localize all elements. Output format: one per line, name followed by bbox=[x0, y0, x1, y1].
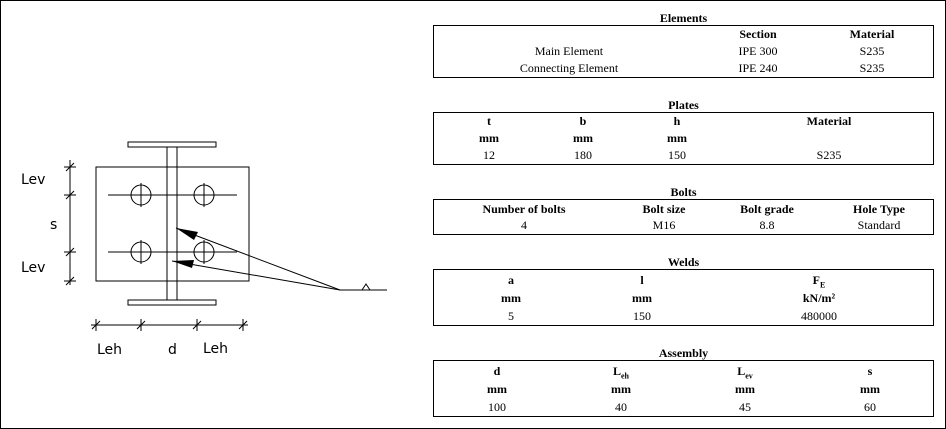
unit-fe: kN/m² bbox=[802, 291, 836, 305]
unit-b: mm bbox=[573, 131, 593, 145]
header-d: d bbox=[493, 364, 501, 378]
header-lev: $L_{ev}$ bbox=[737, 364, 753, 381]
value-s: 60 bbox=[864, 400, 876, 414]
label-lev-bottom: Lev bbox=[21, 260, 46, 276]
label-leh-right: Leh bbox=[203, 341, 229, 357]
header-t: t bbox=[487, 114, 491, 128]
unit-h: mm bbox=[667, 131, 687, 145]
header-l: l bbox=[640, 273, 644, 287]
bolts-title: Bolts bbox=[670, 185, 697, 199]
header-material: Material bbox=[806, 114, 852, 128]
value-number-of-bolts: 4 bbox=[521, 218, 527, 232]
assembly-title: Assembly bbox=[658, 346, 709, 360]
welds-title: Welds bbox=[667, 255, 700, 269]
unit-lev: mm bbox=[735, 382, 755, 396]
header-b: b bbox=[579, 114, 587, 128]
bolts-table bbox=[433, 199, 934, 235]
value-hole-type: Standard bbox=[857, 218, 901, 232]
value-material: S235 bbox=[816, 148, 842, 162]
label-d: d bbox=[168, 342, 177, 358]
row-name: Connecting Element bbox=[519, 61, 619, 75]
label-leh-left: Leh bbox=[97, 342, 123, 358]
value-l: 150 bbox=[633, 309, 651, 323]
header-leh: $L_{eh}$ bbox=[612, 364, 629, 381]
beam-web bbox=[167, 147, 177, 300]
value-lev: 45 bbox=[739, 400, 751, 414]
plates-title: Plates bbox=[668, 98, 699, 112]
header-material: Material bbox=[849, 27, 895, 41]
value-b: 180 bbox=[574, 148, 592, 162]
unit-l: mm bbox=[632, 291, 652, 305]
top-flange bbox=[128, 142, 216, 147]
header-section: Section bbox=[739, 27, 777, 41]
elements-title: Elements bbox=[659, 11, 708, 25]
header-hole-type: Hole Type bbox=[853, 202, 905, 216]
unit-a: mm bbox=[501, 291, 521, 305]
row-name: Main Element bbox=[534, 44, 604, 58]
label-s: s bbox=[50, 217, 58, 233]
unit-d: mm bbox=[487, 382, 507, 396]
header-h: h bbox=[673, 114, 681, 128]
header-number-of-bolts: Number of bolts bbox=[482, 202, 566, 216]
header-s: s bbox=[867, 364, 873, 378]
value-bolt-grade: 8.8 bbox=[759, 218, 775, 232]
plates-table bbox=[433, 112, 934, 165]
value-h: 150 bbox=[668, 148, 686, 162]
elements-table bbox=[433, 25, 934, 78]
unit-s: mm bbox=[860, 382, 880, 396]
connection-diagram bbox=[0, 0, 420, 429]
bottom-flange bbox=[128, 300, 216, 305]
row-section: IPE 300 bbox=[738, 44, 778, 58]
value-a: 5 bbox=[508, 309, 514, 323]
value-fe: 480000 bbox=[801, 309, 837, 323]
unit-t: mm bbox=[479, 131, 499, 145]
value-d: 100 bbox=[488, 400, 506, 414]
label-lev-top: Lev bbox=[21, 172, 46, 188]
vertical-dimension bbox=[64, 160, 76, 285]
header-fe: $F_E$ bbox=[812, 273, 826, 290]
row-material: S235 bbox=[859, 61, 885, 75]
row-section: IPE 240 bbox=[738, 61, 778, 75]
unit-leh: mm bbox=[611, 382, 631, 396]
header-a: a bbox=[508, 273, 514, 287]
header-bolt-size: Bolt size bbox=[642, 202, 686, 216]
horizontal-dimension bbox=[91, 319, 248, 331]
welds-table bbox=[433, 269, 934, 326]
value-leh: 40 bbox=[615, 400, 627, 414]
header-bolt-grade: Bolt grade bbox=[740, 202, 794, 216]
assembly-table bbox=[433, 360, 934, 417]
value-bolt-size: M16 bbox=[652, 218, 676, 232]
row-material: S235 bbox=[859, 44, 885, 58]
value-t: 12 bbox=[483, 148, 495, 162]
